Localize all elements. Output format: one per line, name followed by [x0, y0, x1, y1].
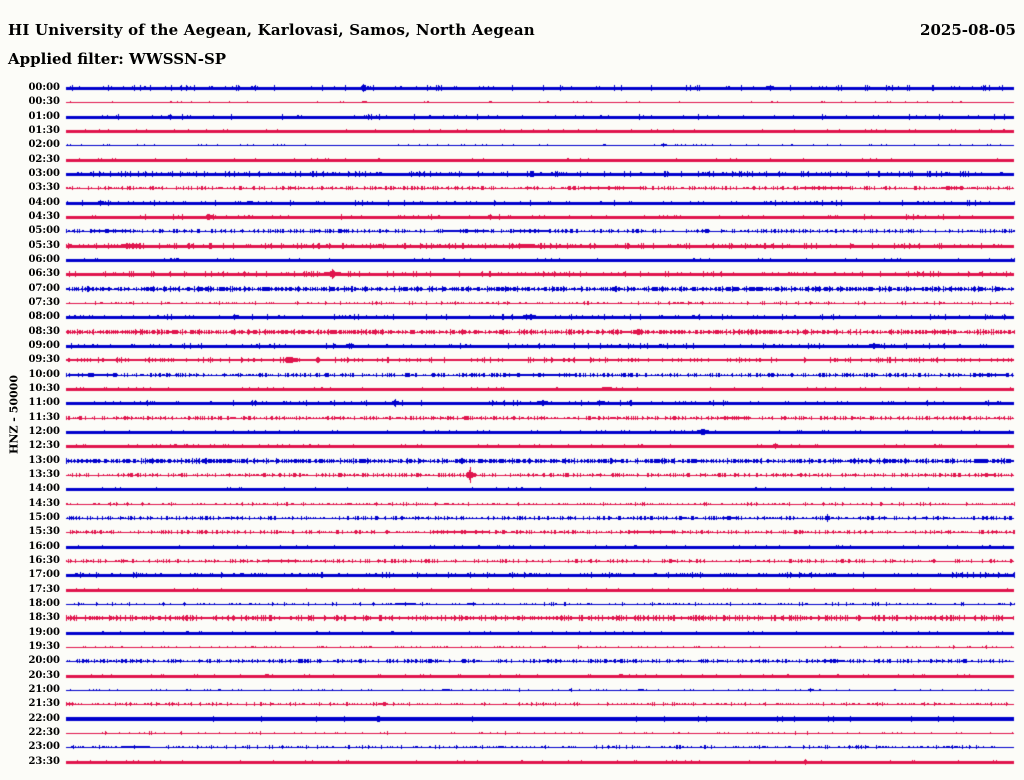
time-label: 12:30	[28, 440, 60, 451]
time-label: 13:30	[28, 469, 60, 480]
time-label: 09:30	[28, 354, 60, 365]
time-label: 15:00	[28, 512, 60, 523]
time-label: 14:00	[28, 483, 60, 494]
time-label: 15:30	[28, 526, 60, 537]
time-label: 06:30	[28, 268, 60, 279]
time-label: 10:30	[28, 383, 60, 394]
time-label: 02:00	[28, 139, 60, 150]
time-label: 05:30	[28, 240, 60, 251]
time-label: 07:30	[28, 297, 60, 308]
time-label: 07:00	[28, 283, 60, 294]
time-label: 18:00	[28, 598, 60, 609]
time-label: 22:00	[28, 713, 60, 724]
time-label: 22:30	[28, 727, 60, 738]
time-label: 08:00	[28, 311, 60, 322]
time-label: 17:30	[28, 584, 60, 595]
time-label: 21:00	[28, 684, 60, 695]
time-label: 03:00	[28, 168, 60, 179]
time-label: 12:00	[28, 426, 60, 437]
time-label: 00:30	[28, 96, 60, 107]
time-label: 09:00	[28, 340, 60, 351]
time-label: 11:30	[28, 412, 60, 423]
time-label: 21:30	[28, 698, 60, 709]
time-label: 20:30	[28, 670, 60, 681]
time-label: 23:00	[28, 741, 60, 752]
time-label: 19:00	[28, 627, 60, 638]
time-label: 00:00	[28, 82, 60, 93]
time-label: 03:30	[28, 182, 60, 193]
time-label: 16:00	[28, 541, 60, 552]
time-label: 01:30	[28, 125, 60, 136]
time-label: 13:00	[28, 455, 60, 466]
time-label: 01:00	[28, 111, 60, 122]
time-label: 04:30	[28, 211, 60, 222]
time-label: 14:30	[28, 498, 60, 509]
time-label: 17:00	[28, 569, 60, 580]
time-label: 16:30	[28, 555, 60, 566]
time-label: 11:00	[28, 397, 60, 408]
time-label: 19:30	[28, 641, 60, 652]
time-label: 06:00	[28, 254, 60, 265]
time-label: 23:30	[28, 756, 60, 767]
time-label: 08:30	[28, 326, 60, 337]
time-label: 04:00	[28, 197, 60, 208]
time-label: 02:30	[28, 154, 60, 165]
time-label: 05:00	[28, 225, 60, 236]
time-axis-labels	[0, 0, 62, 780]
time-label: 18:30	[28, 612, 60, 623]
time-label: 20:00	[28, 655, 60, 666]
time-label: 10:00	[28, 369, 60, 380]
